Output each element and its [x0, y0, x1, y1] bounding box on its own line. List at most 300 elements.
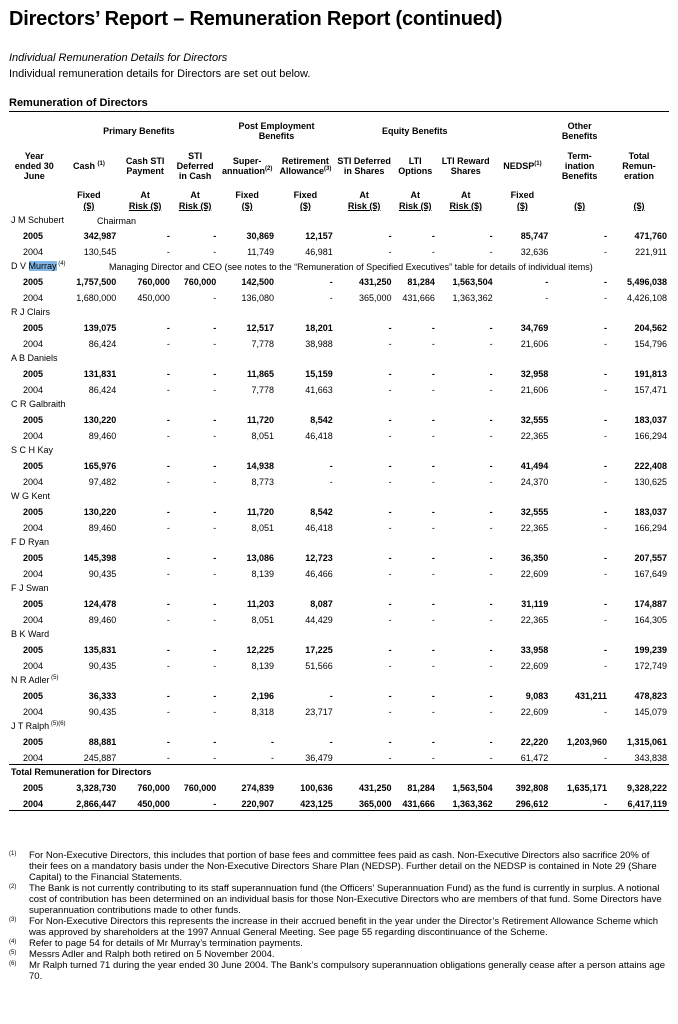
value-cell: 38,988 [305, 339, 333, 349]
value-cell: - [166, 691, 170, 701]
value-cell: 32,555 [520, 415, 549, 425]
value-cell: - [489, 737, 493, 747]
value-cell: - [166, 231, 170, 241]
value-cell: - [431, 661, 435, 671]
value-cell: - [604, 415, 608, 425]
value-cell: - [489, 507, 493, 517]
header-cash: Cash $^{(1)}$ [72, 161, 105, 171]
footnote [9, 883, 669, 916]
value-cell: - [213, 661, 217, 671]
year-cell: 2005 [23, 369, 44, 379]
value-cell: 1,315,061 [626, 737, 667, 747]
value-cell: - [166, 385, 170, 395]
section-title: Remuneration of Directors [9, 97, 148, 109]
value-cell: - [329, 477, 333, 487]
unit-label: ($) [574, 201, 586, 211]
value-cell: 365,000 [335, 794, 394, 810]
value-cell: - [604, 553, 608, 563]
header-superannuation: Super- annuation$^{(2)}$ [221, 156, 273, 176]
year-cell: 2004 [23, 707, 44, 717]
value-cell: - [388, 661, 392, 671]
value-cell: 450,000 [137, 293, 170, 303]
footnote-ref: (4) [56, 261, 66, 267]
value-cell: - [489, 247, 493, 257]
value-cell: - [388, 691, 392, 701]
value-cell: 89,460 [88, 615, 117, 625]
header-retirement: Retirement Allowance$^{(3)}$ [279, 156, 332, 176]
value-cell: - [213, 415, 217, 425]
value-cell: - [550, 794, 609, 810]
value-cell: 61,472 [520, 752, 549, 763]
value-cell: 11,720 [247, 415, 275, 425]
value-cell: 22,220 [520, 737, 549, 747]
value-cell: - [213, 293, 217, 303]
value-cell: - [166, 615, 170, 625]
value-cell: 21,606 [520, 385, 549, 395]
unit-label: Fixed ($) [510, 190, 535, 211]
footnote-ref: (5) [49, 675, 59, 681]
header-sti-shares: STI Deferred in Shares [337, 156, 391, 176]
value-cell: - [213, 247, 217, 257]
value-cell: - [489, 691, 493, 701]
value-cell: 3,328,730 [76, 783, 117, 793]
table-row [9, 794, 669, 810]
year-cell: 2005 [23, 415, 44, 425]
year-cell: 2005 [23, 599, 44, 609]
year-cell: 2004 [23, 385, 44, 395]
table-row [9, 686, 669, 702]
value-cell: 431,211 [574, 691, 608, 701]
value-cell: - [329, 461, 333, 471]
value-cell: - [604, 661, 608, 671]
value-cell: - [604, 385, 608, 395]
value-cell: - [388, 645, 392, 655]
value-cell: - [388, 599, 392, 609]
value-cell: 157,471 [634, 385, 667, 395]
value-cell: 274,839 [241, 783, 275, 793]
value-cell: 9,083 [525, 691, 549, 701]
year-cell: 2004 [23, 247, 44, 257]
director-name: W G Kent [11, 491, 51, 501]
value-cell: - [431, 385, 435, 395]
value-cell: 85,747 [520, 231, 549, 241]
value-cell: 13,086 [246, 553, 275, 563]
value-cell: 342,987 [83, 231, 117, 241]
table-row [9, 472, 669, 488]
value-cell: - [166, 752, 170, 763]
value-cell: - [388, 415, 392, 425]
value-cell: - [431, 569, 435, 579]
footnote-number: (5) [9, 950, 17, 956]
value-cell: 36,350 [520, 553, 549, 563]
value-cell: 11,865 [247, 369, 275, 379]
value-cell: 431,250 [359, 277, 392, 287]
value-cell: 32,636 [520, 247, 549, 257]
footnote [9, 949, 669, 960]
value-cell: - [166, 661, 170, 671]
subtitle: Individual remuneration details for Directors are set out below. [9, 68, 311, 80]
total-label: Total Remuneration for Directors [9, 764, 669, 778]
footnote-text: The Bank is not currently contributing to its staff superannuation fund (the Officers’ Superannuation Fund) as the fund is currently in surplus. A notional cost of contribution has been determined on an individual basis for those Non-Executive Directors who are members of that fund. Some Directors have superannuation contributions made to other funds. [29, 883, 662, 916]
value-cell: 22,365 [520, 523, 549, 533]
value-cell: - [604, 247, 608, 257]
table-row [9, 640, 669, 656]
value-cell: 12,225 [246, 645, 275, 655]
value-cell: 46,418 [305, 431, 333, 441]
table-row [9, 564, 669, 580]
value-cell: 46,418 [305, 523, 333, 533]
director-name: S C H Kay [11, 445, 54, 455]
value-cell: - [172, 794, 218, 810]
value-cell: - [329, 737, 333, 747]
value-cell: 296,612 [495, 794, 551, 810]
value-cell: - [329, 691, 333, 701]
year-cell: 2004 [23, 523, 44, 533]
group-post: Post Employment Benefits [238, 121, 315, 141]
year-cell: 2004 [23, 752, 44, 763]
value-cell: 142,500 [241, 277, 275, 287]
value-cell: 1,563,504 [452, 277, 493, 287]
value-cell: 164,305 [634, 615, 667, 625]
value-cell: - [213, 569, 217, 579]
subtitle-italic: Individual Remuneration Details for Directors [9, 52, 228, 64]
year-cell: 2005 [23, 461, 44, 471]
value-cell: 760,000 [183, 277, 217, 287]
value-cell: 130,220 [83, 507, 117, 517]
value-cell: - [213, 385, 217, 395]
value-cell: - [388, 369, 392, 379]
value-cell: - [213, 615, 217, 625]
group-equity: Equity Benefits [381, 126, 448, 136]
value-cell: 51,566 [305, 661, 333, 671]
value-cell: 191,813 [634, 369, 667, 379]
year-cell: 2004 [23, 339, 44, 349]
table-row [9, 380, 669, 396]
value-cell: - [604, 645, 608, 655]
value-cell: - [388, 569, 392, 579]
value-cell: - [166, 553, 170, 563]
value-cell: 12,157 [305, 231, 333, 241]
director-role: Chairman [97, 216, 137, 226]
value-cell: 423,125 [276, 794, 335, 810]
value-cell: - [489, 752, 493, 763]
value-cell: 81,284 [407, 277, 435, 287]
director-name: R J Clairs [11, 307, 51, 317]
value-cell: 1,203,960 [566, 737, 608, 747]
value-cell: - [388, 339, 392, 349]
table-row [9, 610, 669, 626]
value-cell: - [431, 615, 435, 625]
table-row [9, 748, 669, 764]
director-name: N R Adler [11, 675, 50, 685]
value-cell: 1,680,000 [76, 293, 117, 303]
value-cell: 44,429 [305, 615, 333, 625]
footnote-text: Mr Ralph turned 71 during the year ended 30 June 2004. The Bank’s compulsory superannuation obligations generally cease after a person attains age 70. [29, 960, 666, 982]
value-cell: 22,365 [520, 615, 549, 625]
value-cell: - [213, 431, 217, 441]
value-cell: - [604, 569, 608, 579]
director-name-row [9, 718, 669, 732]
value-cell: - [271, 737, 275, 747]
director-name-row [9, 258, 669, 272]
value-cell: - [213, 523, 217, 533]
table-row [9, 502, 669, 518]
header-cash-sti: Cash STI Payment [125, 156, 165, 176]
table-row [9, 364, 669, 380]
table-row [9, 594, 669, 610]
value-cell: 136,080 [241, 293, 275, 303]
value-cell: 22,365 [520, 431, 549, 441]
year-cell: 2004 [23, 615, 44, 625]
director-name-row [9, 396, 669, 410]
unit-label: Fixed ($) [77, 190, 101, 211]
director-name-row [9, 626, 669, 640]
director-name-row [9, 304, 669, 318]
value-cell: 450,000 [118, 794, 172, 810]
value-cell: - [166, 523, 170, 533]
value-cell: - [388, 707, 392, 717]
header-nedsp: NEDSP$^{(1)}$ [503, 161, 542, 171]
table-row [9, 732, 669, 748]
value-cell: 431,666 [394, 794, 437, 810]
value-cell: 4,426,108 [626, 293, 667, 303]
value-cell: 7,778 [251, 385, 275, 395]
value-cell: - [329, 277, 333, 287]
value-cell: - [213, 323, 217, 333]
value-cell: - [489, 369, 493, 379]
value-cell: 183,037 [634, 415, 667, 425]
value-cell: 760,000 [137, 277, 170, 287]
value-cell: 1,563,504 [452, 783, 493, 793]
value-cell: 204,562 [634, 323, 667, 333]
value-cell: - [431, 691, 435, 701]
value-cell: 17,225 [305, 645, 333, 655]
footnote-number: (3) [9, 917, 17, 923]
value-cell: 2,196 [251, 691, 275, 701]
footnote-text: For Non-Executive Directors, this includes that portion of base fees and committee fees paid as cash. Non-Executive Directors also sacrifice 20% of their fees on a mandatory basis under the Non-Executive Directors Share Plan (NEDSP). Further detail on the NEDSP is contained in Note 29 (Share Capital) to the Financial Statements. [29, 850, 657, 883]
footnote-text: Messrs Adler and Ralph both retired on 5 November 2004. [29, 949, 275, 960]
value-cell: - [213, 231, 217, 241]
value-cell: 22,609 [520, 569, 549, 579]
value-cell: - [431, 247, 435, 257]
value-cell: - [604, 752, 608, 763]
value-cell: - [604, 293, 608, 303]
footnote-number: (2) [9, 884, 17, 890]
value-cell: 760,000 [183, 783, 217, 793]
value-cell: - [166, 323, 170, 333]
value-cell: - [431, 737, 435, 747]
value-cell: - [489, 553, 493, 563]
value-cell: 365,000 [359, 293, 392, 303]
director-name-row [9, 350, 669, 364]
value-cell: 135,831 [83, 645, 117, 655]
value-cell: 22,609 [520, 707, 549, 717]
value-cell: 12,517 [246, 323, 275, 333]
value-cell: - [489, 231, 493, 241]
year-cell: 2005 [23, 507, 44, 517]
header-termination: Term- ination Benefits [561, 151, 598, 181]
year-cell: 2005 [23, 323, 44, 333]
year-cell: 2005 [23, 231, 44, 241]
header-lti-reward: LTI Reward Shares [441, 156, 490, 176]
director-name: A B Daniels [11, 353, 58, 363]
value-cell: 18,201 [305, 323, 333, 333]
table-row [9, 288, 669, 304]
value-cell: 130,625 [634, 477, 667, 487]
value-cell: 30,869 [246, 231, 275, 241]
table-row [9, 778, 669, 794]
value-cell: - [489, 707, 493, 717]
value-cell: - [213, 707, 217, 717]
value-cell: 431,666 [402, 293, 435, 303]
value-cell: 478,823 [634, 691, 667, 701]
value-cell: - [166, 569, 170, 579]
header-year: Year ended 30 June [14, 151, 54, 181]
unit-label: At Risk ($) [128, 190, 162, 211]
director-role: Managing Director and CEO (see notes to the “Remuneration of Specified Executives” table for details of individual items) [109, 262, 593, 272]
value-cell: - [166, 477, 170, 487]
value-cell: - [431, 707, 435, 717]
year-cell: 2004 [9, 794, 60, 810]
value-cell: - [213, 599, 217, 609]
value-cell: 221,911 [635, 247, 667, 257]
value-cell: - [388, 477, 392, 487]
value-cell: - [604, 339, 608, 349]
year-cell: 2004 [23, 431, 44, 441]
value-cell: 124,478 [83, 599, 117, 609]
value-cell: 8,087 [310, 599, 333, 609]
table-row [9, 456, 669, 472]
report-title: Directors’ Report – Remuneration Report (continued) [9, 8, 503, 30]
value-cell: 139,075 [83, 323, 117, 333]
value-cell: - [604, 599, 608, 609]
value-cell: 23,717 [305, 707, 333, 717]
value-cell: - [388, 507, 392, 517]
value-cell: 222,408 [634, 461, 667, 471]
value-cell: - [431, 553, 435, 563]
unit-label: At Risk ($) [398, 190, 432, 211]
director-name-row [9, 534, 669, 548]
value-cell: 9,328,222 [626, 783, 667, 793]
footnote-number: (4) [9, 939, 17, 945]
value-cell: - [545, 277, 549, 287]
value-cell: - [489, 615, 493, 625]
section-rule [9, 111, 669, 112]
year-cell: 2005 [23, 691, 44, 701]
value-cell: - [213, 369, 217, 379]
value-cell: - [213, 553, 217, 563]
value-cell: - [431, 599, 435, 609]
value-cell: - [489, 431, 493, 441]
value-cell: - [166, 461, 170, 471]
remuneration-table [9, 118, 669, 811]
value-cell: 21,606 [520, 339, 549, 349]
value-cell: - [213, 691, 217, 701]
value-cell: 154,796 [634, 339, 667, 349]
value-cell: - [431, 645, 435, 655]
search-highlight: Murray [28, 261, 57, 271]
value-cell: 8,773 [251, 477, 275, 487]
value-cell: - [431, 477, 435, 487]
value-cell: 11,749 [247, 247, 275, 257]
value-cell: - [489, 385, 493, 395]
unit-label: At Risk ($) [449, 190, 482, 211]
value-cell: 32,958 [520, 369, 549, 379]
value-cell: 6,417,119 [609, 794, 669, 810]
value-cell: - [329, 293, 333, 303]
value-cell: 343,838 [634, 752, 667, 763]
value-cell: 31,119 [521, 599, 549, 609]
table-row [9, 242, 669, 258]
value-cell: 81,284 [407, 783, 435, 793]
value-cell: 131,831 [83, 369, 117, 379]
value-cell: 8,542 [310, 415, 333, 425]
value-cell: 15,159 [305, 369, 333, 379]
value-cell: 8,139 [251, 569, 275, 579]
value-cell: - [166, 507, 170, 517]
value-cell: 8,051 [251, 523, 275, 533]
value-cell: - [213, 507, 217, 517]
value-cell: - [431, 752, 435, 763]
footnote [9, 960, 669, 982]
value-cell: 8,139 [251, 661, 275, 671]
value-cell: 1,757,500 [76, 277, 117, 287]
value-cell: 8,051 [251, 615, 275, 625]
year-cell: 2005 [23, 645, 44, 655]
value-cell: - [388, 231, 392, 241]
director-name: F D Ryan [11, 537, 50, 547]
value-cell: - [213, 752, 217, 763]
director-name: J T Ralph [11, 721, 50, 731]
table-row [9, 518, 669, 534]
value-cell: 36,333 [88, 691, 117, 701]
value-cell: - [166, 707, 170, 717]
value-cell: 46,981 [305, 247, 333, 257]
value-cell: - [213, 737, 217, 747]
value-cell: - [213, 477, 217, 487]
value-cell: - [431, 507, 435, 517]
value-cell: - [388, 752, 392, 763]
value-cell: - [545, 293, 549, 303]
value-cell: - [166, 431, 170, 441]
value-cell: 245,887 [83, 752, 117, 763]
value-cell: 90,435 [88, 661, 117, 671]
value-cell: 431,250 [359, 783, 392, 793]
director-name: J M Schubert [11, 215, 65, 225]
footnote [9, 938, 669, 949]
year-cell: 2005 [23, 553, 44, 563]
footnote-text: Refer to page 54 for details of Mr Murray’s termination payments. [29, 938, 303, 949]
footnote-number: (1) [9, 851, 17, 857]
value-cell: - [604, 523, 608, 533]
table-row [9, 226, 669, 242]
value-cell: - [166, 645, 170, 655]
value-cell: - [604, 707, 608, 717]
value-cell: - [489, 415, 493, 425]
value-cell: - [489, 645, 493, 655]
table-row [9, 272, 669, 288]
director-name: F J Swan [11, 583, 49, 593]
table-row [9, 334, 669, 350]
value-cell: 199,239 [634, 645, 667, 655]
value-cell: 183,037 [634, 507, 667, 517]
value-cell: 1,363,362 [437, 794, 495, 810]
value-cell: 8,051 [251, 431, 275, 441]
value-cell: 167,649 [634, 569, 667, 579]
year-cell: 2004 [23, 661, 44, 671]
value-cell: 22,609 [520, 661, 549, 671]
director-name: C R Galbraith [11, 399, 66, 409]
